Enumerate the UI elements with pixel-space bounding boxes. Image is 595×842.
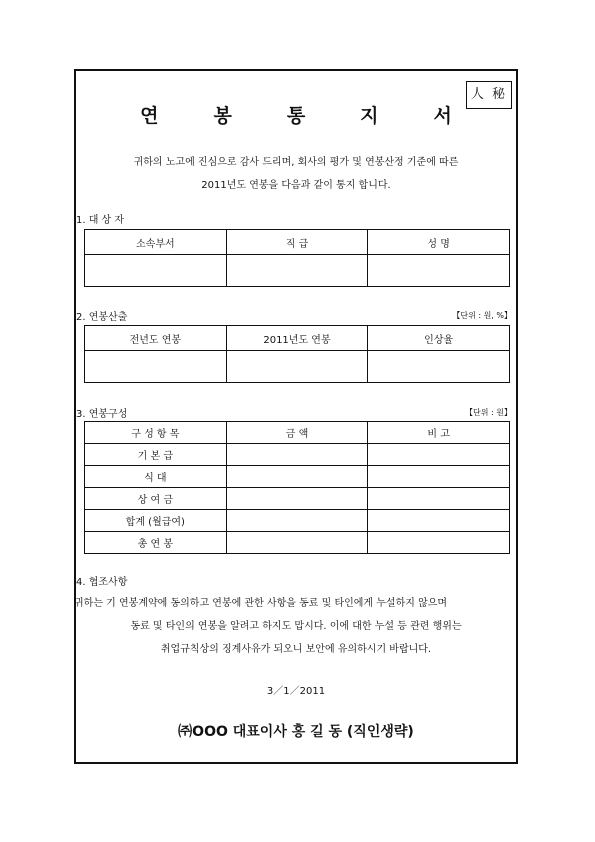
header-position: 직 급: [226, 230, 368, 255]
row-label-meal: 식 대: [85, 466, 227, 488]
issue-date: 3／1／2011: [266, 686, 326, 697]
header-raise-rate: 인상율: [368, 326, 510, 351]
amount-cell: [226, 444, 368, 466]
cooperation-line-2: 동료 및 타인의 연봉을 알려고 하지도 맙시다. 이에 대한 누설 등 관련 행위는: [130, 621, 462, 632]
row-label-monthly-total: 합계 (월급여): [85, 510, 227, 532]
department-cell: [85, 255, 227, 287]
header-item: 구 성 항 목: [85, 422, 227, 444]
intro-line-1: 귀하의 노고에 진심으로 감사 드리며, 회사의 평가 및 연봉산정 기준에 따른: [133, 157, 459, 168]
position-cell: [226, 255, 368, 287]
remarks-cell: [368, 510, 510, 532]
salary-calc-table: [84, 325, 510, 383]
remarks-cell: [368, 532, 510, 554]
section-1-heading: 1. 대 상 자: [76, 215, 125, 226]
raise-rate-cell: [368, 351, 510, 383]
header-name: 성 명: [368, 230, 510, 255]
confidential-stamp: 人 秘: [466, 81, 512, 109]
section-3-unit: 【단위 : 원】: [465, 408, 512, 417]
header-amount: 금 액: [226, 422, 368, 444]
salary-composition-table: [84, 421, 510, 554]
remarks-cell: [368, 466, 510, 488]
section-3-heading: 3. 연봉구성: [76, 409, 128, 420]
amount-cell: [226, 510, 368, 532]
header-prev-salary: 전년도 연봉: [85, 326, 227, 351]
cooperation-line-1: 귀하는 기 연봉계약에 동의하고 연봉에 관한 사항을 동료 및 타인에게 누설하지 않으며: [74, 598, 448, 609]
row-label-bonus: 상 여 금: [85, 488, 227, 510]
cooperation-line-3: 취업규칙상의 징계사유가 되오니 보안에 유의하시기 바랍니다.: [160, 644, 432, 655]
current-salary-cell: [226, 351, 368, 383]
remarks-cell: [368, 488, 510, 510]
section-4-heading: 4. 협조사항: [76, 577, 128, 588]
remarks-cell: [368, 444, 510, 466]
name-cell: [368, 255, 510, 287]
header-department: 소속부서: [85, 230, 227, 255]
prev-salary-cell: [85, 351, 227, 383]
amount-cell: [226, 532, 368, 554]
intro-line-2: 2011년도 연봉을 다음과 같이 통지 합니다.: [201, 180, 391, 191]
target-table: [84, 229, 510, 287]
row-label-annual-total: 총 연 봉: [85, 532, 227, 554]
document-title: 연봉통지서: [140, 105, 507, 127]
amount-cell: [226, 466, 368, 488]
section-2-heading: 2. 연봉산출: [76, 312, 128, 323]
header-current-salary: 2011년도 연봉: [226, 326, 368, 351]
section-2-unit: 【단위 : 원, %】: [452, 311, 512, 320]
document-border: [74, 69, 518, 764]
header-remarks: 비 고: [368, 422, 510, 444]
row-label-base-pay: 기 본 급: [85, 444, 227, 466]
signature-line: ㈜OOO 대표이사 홍 길 동 (직인생략): [178, 724, 414, 740]
amount-cell: [226, 488, 368, 510]
